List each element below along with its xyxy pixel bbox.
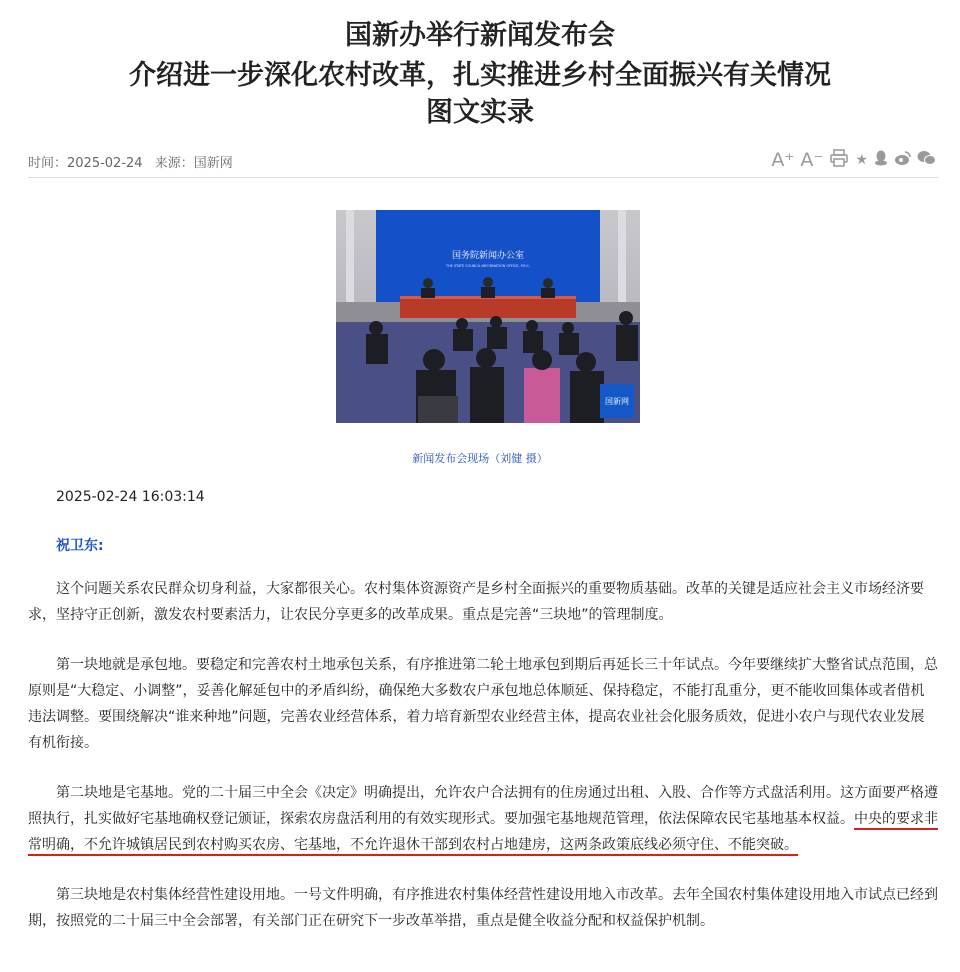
paragraph-2: 第一块地就是承包地。要稳定和完善农村土地承包关系，有序推进第二轮土地承包到期后再延长三十年试点。今年要继续扩大整省试点范围，总原则是“大稳定、小调整”，妥善化解延包中的矛盾纠纷，确保绝大多数农户承包地总体顺延、保持稳定，不能打乱重分，更不能收回集体或者借机违法调整。要围绕解决“谁来种地”问题，完善农业经营体系，着力培育新型农业经营主体，提高农业社会化服务质效，促进小农户与现代农业发展有机衔接。 <box>28 657 938 751</box>
press-conference-photo <box>336 210 640 423</box>
speaker-table <box>400 296 576 318</box>
paragraph-3-highlight: 中央的要求非常明确，不允许城镇居民到农村购买农房、宅基地，不允许退休干部到农村占地建房，这两条政策底线必须守住、不能突破。 <box>28 811 938 853</box>
speaker-name: 祝卫东: <box>56 538 104 554</box>
page-title-line-1: 国新办举行新闻发布会 <box>345 20 615 51</box>
source-label: 来源： <box>154 156 194 171</box>
page-title-line-2: 介绍进一步深化农村改革，扎实推进乡村全面振兴有关情况 <box>129 60 831 91</box>
paragraph-4: 第三块地是农村集体经营性建设用地。一号文件明确，有序推进农村集体经营性建设用地入市改革。去年全国农村集体建设用地入市试点已经到期，按照党的二十届三中全会部署，有关部门正在研究下一步改革举措，重点是健全收益分配和权益保护机制。 <box>28 887 938 929</box>
backdrop-title-cn: 国务院新闻办公室 <box>451 251 525 261</box>
header-divider <box>28 177 938 178</box>
article-toolbar <box>771 148 936 172</box>
font-increase-button[interactable]: A⁺ <box>771 149 795 171</box>
wechat-icon[interactable] <box>917 150 936 170</box>
paragraph-1: 这个问题关系农民群众切身利益，大家都很关心。农村集体资源资产是乡村全面振兴的重要物质基础。改革的关键是适应社会主义市场经济要求，坚持守正创新，激发农村要素活力，让农民分享更多的改革成果。重点是完善“三块地”的管理制度。 <box>28 581 924 623</box>
print-icon[interactable] <box>829 148 849 172</box>
weibo-icon[interactable] <box>894 151 911 170</box>
qq-icon[interactable] <box>874 150 888 170</box>
page-title-line-3: 图文实录 <box>426 97 534 128</box>
backdrop-title-en: THE STATE COUNCIL INFORMATION OFFICE, P.R.C. <box>446 264 530 268</box>
favorite-icon[interactable]: ★ <box>855 152 868 168</box>
paragraph-3 <box>28 780 938 858</box>
photo-caption: 新闻发布会现场（刘健 摄） <box>412 452 548 465</box>
article-timestamp: 2025-02-24 16:03:14 <box>56 489 205 505</box>
paragraph-3-text: 第二块地是宅基地。党的二十届三中全会《决定》明确提出，允许农户合法拥有的住房通过出租、入股、合作等方式盘活利用。这方面要严格遵照执行，扎实做好宅基地确权登记颁证，探索农房盘活利用的有效实现形式。要加强宅基地规范管理，依法保障农民宅基地基本权益。 <box>28 785 938 827</box>
photo-watermark: 国新网 <box>605 397 629 406</box>
time-value: 2025-02-24 <box>67 156 143 171</box>
article-meta <box>28 152 233 171</box>
font-decrease-button[interactable]: A⁻ <box>800 149 824 171</box>
source-value: 国新网 <box>193 156 233 171</box>
time-label: 时间： <box>28 156 68 171</box>
